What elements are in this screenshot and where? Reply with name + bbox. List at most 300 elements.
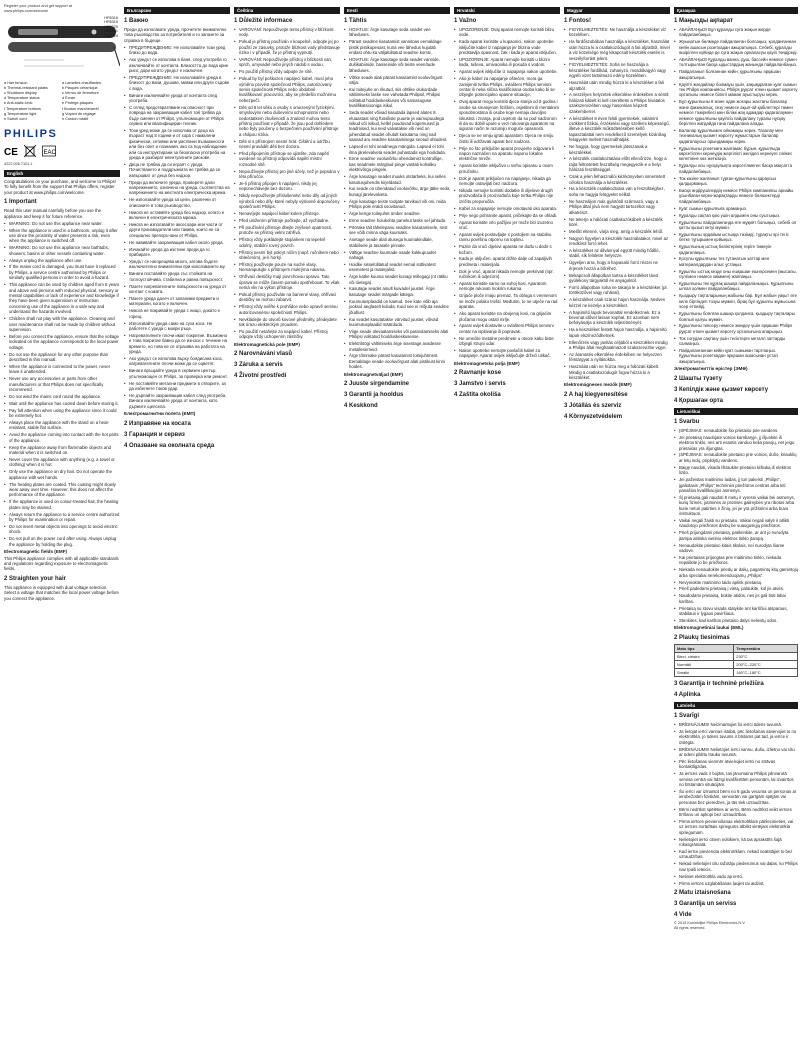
section-heading: 3 Garantii ja hooldus [344,392,404,399]
list-item: • Құрылғыны розеткаға жалғамас бұрын, құрылғыда көрсетілген кернеудің жергілікті желідегі кернеуге сәйкес келетініне көз жеткізіңіз. [674,146,798,162]
list-item: • Přístroj vždy svěřte k prohlídce nebo opravě servisu autorizovanému společností Philips. [234,304,340,315]
list-item: • FIGYELMEZTETÉS: Ne használja a készüléket víz közelében. [564,27,670,38]
list-item: • Always return the appliance to a service centre authorized by Philips for examination or repair. [4,512,120,523]
section-heading: 4 Vide [674,911,692,918]
list-item: • Жуынатын бөлмеде пайдаланған болсаңыз, қолданғаннан кейін ашасын розеткадан ажыратыңыз. Себебі, құралды өшірілген күйінде де суға жақын орналасуы қауіп төндіреді. [674,39,798,55]
list-item: • A készüléket csak száraz hajon használja. Nedves kézzel ne kezelje a készüléket. [564,297,670,308]
section-heading: 1 Svarīgi [674,712,700,719]
key-item: d Temperature status [4,96,40,101]
list-item: • Vältige seadme kuumade osade kokkupuudet nahaga. [344,250,450,261]
key-item: f Temperature buttons [4,106,41,111]
list-item: • Ако уредът се използва в баня, след употреба го изключвайте от контакта. Близостта до вода крие риск, дори когато уредът е изключен. [124,57,230,73]
list-item: • Jei prietaisą naudojate vonios kambaryje, jį išjunkite iš elektros tinklo, nes arti esantis vanduo kelia pavojų, net jeigu prietaisas yra išjungtas. [674,435,798,451]
list-item: • The heating plates are coated. This coating might slowly wear away over time. However, this does not affect the performance of the appliance. [4,482,120,498]
key-item: h Swivel cord [4,117,27,122]
list-item: • Kabel za napajanje nemojte omotavati oko aparata. [454,206,560,211]
list-item: • Přístroj používejte pouze na suché vlasy. Nemanipulujte s přístrojem mokrýma rukama. [234,262,340,273]
list-item: • UPOZORENJE: Ovaj aparat nemojte koristiti blizu vode. [454,27,560,38]
list-item: • BRĪDINĀJUMS! Nelietojiet ierīci vannu, dušu, izlietņu vai citu ar ūdeni pildītu trauku tuvumā. [674,747,798,758]
list-item: • HOIATUS: Ärge kasutage seda seadet vannide, dušikabiinide, basseinide või teiste veenõude läheduses. [344,57,450,73]
product-illustration [4,16,120,78]
list-item: • When the appliance is used in a bathroom, unplug it after use since the proximity of water presents a risk, even when the appliance is switched off. [4,228,120,244]
list-item: • Avoid the appliance coming into contact with the hot parts of the appliance. [4,432,120,443]
list-item: • A készülék csatlakoztatása előtt ellenőrizze, hogy a rajta feltüntetett feszültség megegyezik-e a helyi hálózati feszültséggel. [564,156,670,172]
list-item: • Ärge tõmmake pärast kasutamist toitejuhtmest. Eemaldage seade vooluvõrgust alati pistikust kinni hoides. [344,353,450,369]
list-item: • Қауіпті жағдайлар болмауы үшін, зақымдалған қуат сымын тек Philips компаниясы, Philips рұқсат еткен қызмет көрсету орталығы немесе білікті маман ауыстыруы керек. [674,82,798,98]
list-item: • Lapsed ei tohi seadmega mängida. Lapsed ei tohi ilma järelevalveta seadet puhastada ega hooldada. [344,144,450,155]
list-item: • Aparat uvijek postavljajte s postoljem na stabilnu ravnu površinu otpornu na toplinu. [454,232,560,243]
list-item: • Baigę naudoti, visada ištraukite prietaiso kištuką iš elektros lizdo. [674,465,798,476]
list-item: • WARNING: Do not use this appliance near water. [4,221,120,226]
list-item: • Šį prietaisą gali naudoti 8 metų ir vyresni vaikai bei asmenys, kurių fizinės, jutiminės ar protinės galimybės yra ribotos arba kurie neturi patirties ir žinių, jei jie yra prižiūrimi arba buvo instruktuoti. [674,495,798,517]
copyright: © 2013 Koninklijke Philips Electronics N.V. [674,920,746,925]
list-item: • This appliance can be used by children aged from 8 years and above and persons with reduced physical, sensory or mental capabilities or lack of experience and knowledge if they have been given supervision or instruction concerning use of the appliance in a safe way and understand the hazards involved. [4,282,120,314]
key-item: f Bouton marche/arrêt [62,106,99,111]
list-item: • Ellenőrzés vagy javítás céljából a készüléket mindig a Philips által meghatalmazott szakszervizbe vigye. [564,340,670,351]
key-item: e Protège-plaques [62,101,94,106]
list-item: • Aparat koristite samo na suhoj kosi. Aparatom nemojte rukovati mokrim rukama. [454,281,560,292]
list-item: • Před uložením přístroje počkejte, až vychladne. [234,218,340,223]
list-item: • Prieš prijungdami prietaisą, patikrinkite, ar ant jo nurodyta įtampa atitinka vietinio elektros tinklo įtampą. [674,530,798,541]
list-item: • Prieš padėdami prietaisą į vietą, palaukite, kol jis atvės. [674,586,798,591]
list-item: • Před připojením přístroje se ujistěte, zda napětí uvedené na přístroji odpovídá napětí místní rozvodné sítě. [234,151,340,167]
list-item: • Pokud je přístroj používán v koupelně, odpojte jej po použití ze zásuvky, protože blízkost vody představuje riziko i v případě, že je přístroj vypnutý. [234,39,340,55]
straightener-icon [4,16,120,78]
table-cell: Biezi, cirtaini [675,652,734,660]
list-item: • Mielőtt eltenné, várja meg, amíg a készülék lehűl. [564,229,670,234]
list-item: • Always place the appliance with the stand on a heat-resistant, stable flat surface. [4,420,120,431]
section-heading: 2 Juuste sirgendamine [344,381,410,388]
section-heading: 2 A haj kiegyenesítése [564,392,628,399]
lang-title-bg: Български [124,7,230,14]
list-item: • Bērni nedrīkst spēlēties ar ierīci. Bērni nedrīkst veikt ierīces tīrīšanu un apkopi bez uzraudzības. [674,807,798,818]
table-header-cell: Matu tips [675,644,734,652]
list-item: • Viige seade ülevaatamiseks või parandamiseks alati Philipsi volitatud hoolduskeskusesse. [344,329,450,340]
list-item: • Ako aparat koristite na obojenoj kosi, na grijaćim pločama mogu ostati mrlje. [454,311,560,322]
list-item: • Always unplug the appliance after use. [4,258,120,263]
list-item: • Keep the appliance away from flammable objects and material when it is switched on. [4,445,120,456]
list-item: • HOIATUS: Ärge kasutage seda seadet vee läheduses. [344,27,450,38]
list-item: • Nepoužívejte přístroj pro jiné účely, než je popsáno v této příručce. [234,169,340,180]
list-item: • Ha a készülék csatlakoztatva van a feszültséghez, soha ne hagyja felügyelet nélkül. [564,186,670,197]
subheading: Електромагнитни полета (ЕМП) [124,411,196,417]
subheading: Электромагниттік өрістер (ЭМӨ) [674,366,748,372]
list-item: • Je-li přístroj připojen k napájení, nikdy jej neponechávejte bez dozoru. [234,181,340,192]
list-item: • Не дърпайте захранващия кабел след употреба. Винаги изключвайте уреда от контакта, като държите щепсела. [124,393,230,409]
list-item: • Děti si s přístrojem nesmí hrát. Čištění a údržbu nesmí provádět děti bez dozoru. [234,139,340,150]
key-item: b Plaques céramique [62,85,98,90]
list-item: • Деца не трябва да си играят с уреда. Почистването и поддръжката не трябва да се извършват от деца без надзор. [124,162,230,178]
list-item: • Nekad nelietojiet citu ražotāju piederumus vai daļas, ko Philips nav īpaši ieteicis. [674,861,798,872]
lang-title-cs: Čeština [234,7,340,14]
subheading: Elektromagnetická pole (EMP) [234,341,300,347]
table-header-row [675,644,798,652]
column-1 [4,4,120,1033]
list-item: • Пайдаланып болғаннан кейін, құрылғыны әрқашан ажыратыңыз. [674,69,798,80]
list-item: • Никога не използвайте аксесоари или части от други производители или такива, които не са специално препоръчани от Philips. [124,222,230,238]
lang-title-hr: Hrvatski [454,7,560,14]
list-item: • Seda seadet võivad kasutada lapsed alates 8. eluaastast ning füüsiliste puuete ja vaimupuudega isikud või isikud, kellel puuduvad kogemused ja teadmised, kui neid valvatakse või neid on juhendatud seadet ohutult kasutama ning nad saavad aru seadme kasutamisega seotud ohtudest. [344,110,450,142]
section-heading: 2 Straighten your hair [4,575,67,582]
list-item: • Pöörake täit tähelepanu seadme kasutamisele, sest see võib minna väga kuumaks. [344,225,450,236]
list-item: • Přístroj vždy pokládejte stojánkem na tepelně odolný, stabilní rovný povrch. [234,237,340,248]
list-item: • Pēc lietošanas vienmēr atvienojiet ierīci no strāvas kontaktligzdas. [674,759,798,770]
list-item: • Құрылғыны пайдаланғанда өте мұқият болыңыз, себебі ол қатты қызып кетуі мүмкін. [674,220,798,231]
list-item: • Ток көзіне жалғанып тұрған құрылғыны қараусыз қалдырмаңыз. [674,176,798,187]
list-item: • Не използвайте уреда за цели, различни от описаните в това ръководство. [124,197,230,208]
section-heading: 4 Környezetvédelem [564,414,623,421]
lang-title-en: English [4,170,120,177]
list-item: • Children shall not play with the appliance. Cleaning and user maintenance shall not be made by children without supervision. [4,316,120,332]
section-heading: 4 Опазване на околната среда [124,442,215,449]
section-heading: 3 Гаранция и сервиз [124,431,185,438]
list-item: • Kuumutusplaadid on kaetud. See kate võib aja jooksul aeglaselt kuluda. Kuid see ei mõjuta seadme jõudlust. [344,299,450,315]
list-item: • Pay full attention when using the appliance since it could be extremely hot. [4,408,120,419]
list-item: • Изчакайте уреда да изстине преди да го прибирате. [124,247,230,258]
list-item: • Винаги изключвайте уреда от контакта след употреба. [124,93,230,104]
list-item: • Този уред може да се използва от деца на възраст над 8 години и от хора с намалени физически, сетивни или умствени възможности или без опит и познания, ако са под наблюдение или са инструктирани за безопасна употреба на уреда и разбират евентуалните рискове. [124,128,230,160]
list-item: • Vaikai negali žaisti su prietaisu. Vaikai negali valyti ir atlikti naudotojo priežiūros darbų be suaugusiųjų priežiūros. [674,518,798,529]
model-number: HP8321 [104,29,118,34]
section-heading: 1 Fontos! [564,18,591,24]
list-item: • Pirms ierīces uzglabāšanas ļaujiet tai atdzist. [674,881,798,886]
list-item: • Nevkládejte do otvorů kovové předměty, předejdete tak úrazu elektrickým proudem. [234,317,340,328]
section-heading: 3 Кепілдік және қызмет көрсету [674,386,769,393]
list-item: • Kui toitejuhe on rikutud, siis ohtlike olukordade vältimiseks laske see vahetada Philipsil, Philipsi volitatud hoolduskeskuses või samasuguse kvalifikatsiooniga isikul. [344,87,450,109]
column-5 [454,4,560,1033]
section-heading: 3 Jamstvo i servis [454,381,506,388]
list-item: • ĮSPĖJIMAS: nenaudokite šio prietaiso prie vandens. [674,428,798,433]
list-item: • Aparat koristite isključivo u svrhu opisanu u ovom priručniku. [454,163,560,174]
list-item: • UPOZORENJE: Aparat nemojte koristiti u blizini kada, tuševa, umivaonika ili posuda s vodom. [454,57,560,68]
list-item: • С оглед предотвратяване на опасност при повреда на захранващия кабел той трябва да бъде сменен от Philips, упълномощен от Philips сервиз или квалифициран техник. [124,105,230,127]
list-item: • Ne használjon más gyártótól származó, vagy a Philips által jóvá nem hagyott tartozékot vagy alkatrészt. [564,199,670,215]
list-item: • Po použití netahejte za napájecí kabel. Přístroj odpojte vždy uchopením zástrčky. [234,329,340,340]
subheading: Elektromagnetiniai laukai (EML) [674,625,744,631]
lang-title-lt: Lietuviškai [674,408,798,415]
parts-key [4,81,120,123]
section-heading: 1 Important [4,199,37,206]
list-item: • Při používání přístroje dbejte zvýšené opatrnosti, protože se přístroj velmi zahřívá. [234,225,340,236]
section-heading: 2 Matu iztaisnošana [674,889,731,896]
list-item: • When the appliance is connected to the power, never leave it unattended. [4,364,120,375]
section-heading: 2 Ravnanje kose [454,370,502,377]
temperature-table [674,644,798,677]
list-item: • Prietaisą su stovu visada statykite ant karščiui atsparaus, stabilaus ir lygaus paviršiaus. [674,606,798,617]
model-number: HP8319 [104,20,118,25]
list-item: • Пазете нагревателните повърхности на уреда от контакт с кожата. [124,284,230,295]
list-item: • Nikada nemojte koristiti dodatke ili dijelove drugih proizvođača ili proizvođača koje tvrtka Philips nije izričito preporučila. [454,188,560,204]
column-6 [564,4,670,1033]
key-item: e Anti-static ionic [4,101,33,106]
list-item: • Never cover the appliance with anything (e.g. a towel or clothing) when it is hot. [4,457,120,468]
list-item: • WARNING: Do not use this appliance near bathtubs, showers, basins or other vessels containing water. [4,245,120,256]
section-heading: 1 Маңызды ақпарат [674,18,733,24]
list-item: • Po použití přístroj vždy odpojte ze sítě. [234,69,340,74]
list-item: • Netiniet elektrotīkla vadu ap ierīci. [674,874,798,879]
list-item: • Преди да включите уреда, проверете дали напрежението, означено на уреда, съответства на напрежението на местната електрическа мрежа. [124,180,230,196]
section-heading: 2 Шашты түзету [674,375,722,382]
list-item: • Aparat uvijek dostavite u ovlašteni Philips servisni centar na ispitivanje ili popravak. [454,323,560,334]
list-item: • Қуат сымын құрылғыға орамаңыз. [674,206,798,211]
section-heading: 1 Důležité informace [234,18,293,24]
section-heading: 1 Tähtis [344,18,367,24]
list-item: • Ako je kabel za napajanje oštećen, mora ga zamijeniti tvrtka Philips, ovlašteni Philips servisni centar ili neka slična kvalificirana osoba kako bi se izbjegle potencijalno opasne situacije. [454,76,560,98]
list-item: • АБАЙЛАҢЫЗ! Құралды ванна, душ, бассейн немесе сумен толтырылған басқа ыдыстардың жанында пайдаланбаңыз. [674,57,798,68]
svg-text:CE: CE [4,147,18,159]
key-item: a Lamelles chauffantes [62,80,101,85]
list-item: • Kad ierīce pievienota elektrotīklam, nekad neatstājiet to bez uzraudzības. [674,849,798,860]
table-cell: Normāli [675,660,734,668]
column-4 [344,4,450,1033]
key-item: g Voyant de réglage [62,111,96,116]
table-cell: 200°C–220°C [734,660,798,668]
key-item: a Hair tension [4,80,28,85]
rights: All rights reserved. [674,925,706,930]
model-number: HP8316 [104,15,118,20]
list-item: • VAROVÁNÍ: Nepoužívejte tento přístroj v blízkosti vody. [234,27,340,38]
model-number: HP8320 [104,24,118,29]
paragraph: Преди да използвате уреда, прочетете внимателно това ръководство за потребителя и го запазете за справка в бъдеще. [124,27,227,43]
paragraph: This appliance is equipped with dual voltage selection. Select a voltage that matches the local power voltage before you connect the appliance. [4,584,119,601]
section-heading: 4 Қоршаған орта [674,397,723,404]
list-item: • Ne tekerje a hálózati csatlakozókábelt a készülék köré. [564,217,670,228]
list-item: • Pärast seadme kasutamist vannitoas eemaldage pistik pistikupesast, kuna vee lähedus kujutab endast ohtu ka väljalülitatud seadme korral. [344,39,450,55]
list-item: • Құрылғыны тексеру немесе жөндеу үшін әрқашан Philips рұқсат еткен қызмет көрсету орталығына апарыңыз. [674,323,798,334]
list-item: • Никога не оставяйте уреда без надзор, когато е включен в електрическата мрежа. [124,210,230,221]
list-item: • Kasutage seadet ainult kuivadel juustel. Ärge kasutage seadet märgade kätega. [344,286,450,297]
table-cell: 160°C–180°C [734,668,798,676]
subheading: Electromagnetic fields (EMF) [4,549,68,555]
list-item: • Ohřívací destičky mají povrchovou úpravu. Tato úprava se může časem pomalu opotřebovat. To však nemá vliv na výkon přístroje. [234,274,340,290]
list-item: • Құралды осы нұсқаулықта көрсетілмеген басқа мақсатта пайдаланбаңыз. [674,163,798,174]
section-heading: 2 Narovnávání vlasů [234,351,293,358]
list-item: • Ne umećite metalne predmete u otvore kako biste izbjegli strujni udar. [454,336,560,347]
section-heading: 4 Životní prostředí [234,373,287,380]
list-item: • ĮSPĖJIMAS: nenaudokite prietaiso prie vonios, dušo, kriauklių ar kitų indų, pripildytų vandens. [674,452,798,463]
list-item: • Kada je uključen, aparat držite dalje od zapaljivih predmeta i materijala. [454,256,560,267]
list-item: • Forró állapotban soha ne takarja le a készüléket (pl. törölközővel vagy ruhával). [564,285,670,296]
list-item: • Құрылғы ыстық кезде оны ешқашан ешнәрсемен (мысалы, сүлгімен немесе киіммен) жаппаңыз. [674,269,798,280]
paragraph: This Philips appliance complies with all applicable standards and regulations regarding exposure to electromagnetic fields. [4,555,119,572]
table-row [675,660,798,668]
list-item: • Құрылғыны әрдайым ыстыққа төзімді, тұрақты әрі тегіс бетке тұғырымен қойыңыз. [674,232,798,243]
table-row [675,668,798,676]
list-item: • Šo ierīci var izmantot bērni no 8 gadu vecuma un personas ar ierobežotām fiziskām, sensorām vai garīgām spējām vai personas bez pieredzes, ja tās tiek uzraudzītas. [674,789,798,805]
list-item: • Пайдаланғаннан кейін қуат сымынан тартпаңыз. Құрылғыны розеткадан әрқашан ашасынан ұстап ажыратыңыз. [674,348,798,364]
list-item: • Grijaće ploče imaju premaz. Ta obloga s vremenom se može polako trošiti. Međutim, to ne utječe na rad aparata. [454,293,560,309]
list-item: • Пазете уреда далеч от запалими предмети и материали, когато е включен. [124,296,230,307]
key-item: c Shutdown display [4,91,37,95]
list-item: • Құрылғыны боялған шашқа қолданса, қыздыру тақталары боялып қалуы мүмкін. [674,311,798,322]
section-heading: 1 Važno [454,18,477,24]
list-item: • Nenaudokite prietaiso kitais tikslais, nei nurodyta šiame vadove. [674,543,798,554]
list-item: • Nagyon figyeljen a készülék használatakor, mivel az rendkívül forró lehet. [564,236,670,247]
model-number: HP8324 [104,33,118,38]
section-heading: 4 Aplinka [674,691,701,698]
table-cell: Smalki [675,668,734,676]
key-item: g Temperature light [4,111,37,116]
eac-mark-icon [42,144,56,158]
svg-text:EAC: EAC [43,150,56,157]
table-cell: 230°C [734,652,798,660]
list-item: • Nenavíjejte napájecí kabel kolem přístroje. [234,211,340,216]
list-item: • Nevyniokite maitinimo laido aplink prietaisą. [674,580,798,585]
list-item: • A készüléket az állvánnyal együtt mindig hőálló, stabil, sík felületre helyezze. [564,248,670,259]
column-3 [234,4,340,1033]
list-item: • ПРЕДУПРЕЖДЕНИЕ: Не използвайте уреда в близост до вани, душове, мивки или други съдове с вода. [124,75,230,91]
list-item: • Ärge kerige toitejuhet ümber seadme. [344,211,450,216]
table-header-cell: Temperatūra [734,644,798,652]
list-item: • Pazite da vrući dijelovi aparata ne dođu u dodir s kožom. [454,244,560,255]
subheading: Elektromagnetska polja (EMF) [454,360,520,366]
list-item: • Ток соғудан сақтану үшін тесіктерге металл заттарды салмаңыз. [674,336,798,347]
ce-mark-icon [4,144,18,158]
list-item: • Jei pažeistas maitinimo laidas, jį turi pakeisti „Philips“, įgaliotasis „Philips“ techninės priežiūros centras arba kiti panašios kvalifikacijos asmenys. [674,477,798,493]
list-item: • Stenkitės, kad karštos prietaiso dalys neliestų odos. [674,618,798,623]
recycle-bin-icon [24,144,36,158]
list-item: • Djeca se ne smiju igrati aparatom. Djeca ne smiju čistiti ili održavati aparat bez nadzora. [454,133,560,144]
section-heading: 4 Keskkond [344,403,378,410]
section-heading: 1 Важно [124,18,149,24]
list-item: • Nikdy nepoužívejte příslušenství nebo díly od jiných výrobců nebo díly, které nebyly výslovně doporučeny společností Philips. [234,193,340,209]
list-item: • Ne hagyja, hogy gyermekek játsszanak a készülékkel. [564,144,670,155]
lang-title-hu: Magyar [564,7,670,14]
register-url[interactable]: www.philips.com/welcome [4,8,49,13]
list-item: • Võtke seade alati pärast kasutamist vooluvõrgust välja. [344,75,450,86]
list-item: • Dok je aparat priključen na napajanje, nikada ga nemojte ostavljati bez nadzora. [454,176,560,187]
list-item: • Nakon upotrebe nemojte povlačiti kabel za napajanje. Aparat uvijek isključujte držeći utikač. [454,348,560,359]
list-item: • BRĪDINĀJUMS! Neizmantojiet šo ierīci ūdens tuvumā. [674,722,798,727]
list-item: • Ja lietojat ierīci vannas istabā, pēc lietošanas atvienojiet to no elektrotīkla, jo ūdens tuvums ir bīstams pat tad, ja ierīce ir izslēgta. [674,729,798,745]
register-text: Register your product and get support at [4,4,72,8]
list-item: • Ha a készüléket festett hajon használja, a hajsimító lapok elszíneződhetnek. [564,327,670,338]
list-item: • Only use the appliance on dry hair. Do not operate the appliance with wet hands. [4,469,120,480]
list-item: • Kai prietaisas prijungtas prie maitinimo tinklo, niekada nepalikite jo be priežiūros. [674,555,798,566]
list-item: • Přístroj nesmí být pokryt ničím (např. ručníkem nebo oblečením), je-li horký. [234,250,340,261]
list-item: • Құрылғыны тек құрғақ шашқа пайдаланыңыз. Құрылғыны ылғал қолмен пайдаланбаңыз. [674,281,798,292]
key-item: d Écran [62,96,76,101]
list-item: • Винаги връщайте уреда в сервизен център, упълномощен от Philips, за проверка или ремонт. [124,368,230,379]
list-item: • Az áramütés elkerülése érdekében ne helyezzen fémtárgyat a nyílásokba. [564,352,670,363]
list-item: • Винаги поставяйте уреда със стойката на топлоустойчива, стабилна и равна повърхност. [124,271,230,282]
section-heading: 1 Svarbu [674,418,700,425]
lang-title-et: Eesti [344,7,450,14]
list-item: • Ha fürdőszobában használja a készüléket, használat után húzza ki a csatlakozódugót a fali aljzatból, mivel a víz közelsége még kikapcsolt készülék esetén is veszélyforrást jelent. [564,39,670,61]
list-item: • A hajsimító lapok bevonattal rendelkeznek. Ez a bevonat idővel lassan kophat. Ez azonban nem befolyásolja a készülék teljesítményét. [564,310,670,326]
list-item: • Kui seadet kasutatakse värvitud juustel, võivad kuumutusplaadid määrduda. [344,317,450,328]
list-item: • Dok je vruć, aparat nikada nemojte prekrivati (npr. ručnikom ili odjećom). [454,269,560,280]
list-item: • Құралды сақтап қою үшін алдымен оны суытыңыз. [674,213,798,218]
list-item: • Никога не покривайте уреда с нищо, докато е горещ. [124,308,230,319]
section-heading: 3 Jótállás és szerviz [564,403,622,410]
list-item: • VAROVÁNÍ: Nepoužívejte přístroj v blízkosti van, sprch, umyvadel nebo jiných nádob s vodou. [234,57,340,68]
list-item: • Нагревателните плочи имат покритие. Възможно е това покритие бавно да се износи с течение на времето, но това не се отразява на работата на уреда. [124,333,230,355]
section-heading: 2 Plaukų tiesinimas [674,634,730,641]
list-item: • A veszélyes helyzetek elkerülése érdekében a sérült hálózati kábelt ki kell cseréltetni a Philips hivatalos szakszervizében vagy hasonlóan képzett szakemberrel. [564,92,670,114]
lang-title-kk: Қазақша [674,7,798,14]
section-heading: 4 Zaštita okoliša [454,392,501,399]
list-item: • Never use any accessories or parts from other manufacturers or that Philips does not specifically recommend. [4,376,120,392]
list-item: • If the mains cord is damaged, you must have it replaced by Philips, a service centre authorised by Philips or similarly qualified persons in order to avoid a hazard. [4,264,120,280]
list-item: • Ärge kasutage seadet muuks otstarbeks, kui selles kasutusjuhendis kirjeldatud. [344,174,450,185]
list-item: • Enne seadme hoiukohta panekut laske sel jahtuda. [344,218,450,223]
list-item: • If the appliance is used on colour-treated hair, the heating plates may be stained. [4,499,120,510]
section-heading: 3 Garantija ir techninė priežiūra [674,680,764,687]
list-item: • A készüléket 8 éven felüli gyermekek, valamint csökkent fizikai, érzékelési vagy szellemi képességű, illetve a készülék működtetésében kellő tapasztalattal nem rendelkező személyek kizárólag felügyelet mellett használhatják. [564,116,670,143]
list-item: • Қосулы құрылғыны тез тұтанатын заттар мен материалдардан алыс ұстаңыз. [674,256,798,267]
model-list [104,16,118,39]
list-item: • FIGYELMEZTETÉS: Soha ne használja a készüléket fürdőkád, zuhanyzó, mosdókagyló vagy egyéb vizet tartalmazó edény közelében. [564,62,670,78]
list-item: • Басқа өндірушілердің немесе Philips компаниясы арнайы ұсынбаған керек-жарақтарды немесе бөлшектерді пайдаланбаңыз. [674,188,798,204]
list-item: • Aparat uvijek isključite iz napajanja nakon upotrebe. [454,69,560,74]
key-item: b Thermal-resistant plates [4,85,48,90]
list-item: • Ärge kasutage teiste tootjate tarvikuid või osi, mida Philips pole eraldi soovitanud. [344,199,450,210]
list-item: • Do not use the appliance for any other purpose than described in this manual. [4,352,120,363]
list-item: • Děti od 8 let věku a osoby s omezenými fyzickými, smyslovými nebo duševními schopnostmi nebo nedostatkem zkušeností a znalostí mohou tento přístroj používat v případě, že jsou pod dohledem nebo byly poučeny o bezpečném používání přístroje a chápou rizika. [234,105,340,137]
list-item: • Ärge katke kuuma seadet kunagi millegagi (nt rätiku või riietega). [344,274,450,285]
list-item: • Pirms ierīces pievienošanas elektrotīklam pārliecinieties, vai uz ierīces norādītais spriegums atbilst vietējam elektrotīkla spriegumam. [674,819,798,835]
subheading: Elektromágneses mezők (EMF) [564,382,632,388]
list-item: • Не навивайте захранващия кабел около уреда. [124,240,230,245]
list-item: • Kui seade on ühendatud vooluvõrku, ärge jätke seda kunagi järelevalveta. [344,186,450,197]
table-row [675,652,798,660]
list-item: • Ügyeljen arra, hogy a hajvasaló forró részei ne érjenek hozzá a bőréhez. [564,260,670,271]
column-2 [124,4,230,1033]
lang-title-lv: Latviešu [674,702,798,709]
certification-icons [4,144,120,158]
subheading: Elektromagnetväljad (EMF) [344,371,403,377]
list-item: • Do not wind the mains cord round the appliance. [4,394,120,399]
list-item: • Не поставяйте метални предмети в отворите, за да избегнете токов удар. [124,381,230,392]
list-item: • Elektrilöögi vältimiseks ärge sisestage avadesse metallesemeid. [344,341,450,352]
list-item: • Niekada nenaudokite priedų ar dalių, pagamintų kitų gamintojų arba specialiai nerekomenduojamų „Philips“. [674,567,798,578]
list-item: • Használat után ne húzza meg a hálózati kábelt. Mindig a csatlakozódugót fogva húzza ki a készüléket. [564,364,670,380]
paragraph: Read this user manual carefully before you use the appliance and keep it for future reference. [4,208,101,219]
list-item: • Csak a jelen felhasználói kézikönyvben ismertetett célokra használja a készüléket. [564,174,670,185]
list-item: • Ако уредът се използва върху боядисана коса, нагревателните плочи може да се оцветят. [124,356,230,367]
list-item: • Bekapcsolt állapotban tartsa a készüléket távol gyúlékony tárgyaktól és anyagoktól. [564,273,670,284]
list-item: • Қыздыру тақталарының жабыны бар. Бұл жабын уақыт өте келе біртіндеп тозуы мүмкін, бірақ бұл құрылғы жұмысына әсер етпейді. [674,293,798,309]
list-item: • Hoidke sisselülitatud seadet eemal süttivatest esemetest ja materjalist. [344,262,450,273]
list-item: • Ja ierīces vads ir bojāts, tas jānomaina Philips pilnvarotā servisa centrā vai līdzīgi kvalificētām personām, lai izvairītos no bīstamām situācijām. [674,771,798,787]
key-item: c Verrou de fermeture [62,91,99,95]
list-item: • Asetage seade alati alusega kuumakindlale, stabiilsele ja tasasele pinnale. [344,237,450,248]
list-item: • АБАЙЛАҢЫЗ! Бұл құралды суға жақын жерде пайдаланбаңыз. [674,27,798,38]
list-item: • Бұл құрылғыны 8 және одан жоғары жастағы балалар және физикалық, сезу немесе ақыл-ой қабілеттері төмен немесе тәжірибесі мен білімі жоқ адамдар қадағалаумен немесе құрылғыны қауіпсіз пайдалану туралы нұсқау берілген жағдайда ғана пайдалана алады. [674,99,798,126]
list-item: • Балалар құрылғымен ойнамауы керек. Тазалау мен техникалық қызмет көрсету жұмыстарын балалар қадағалаусыз орындамауы керек. [674,128,798,144]
list-item: • Aparat koristite vrlo pažljivo jer može biti izuzetno vruć. [454,220,560,231]
section-heading: 2 Изправяне на косата [124,420,191,427]
list-item: • Kada aparat koristite u kupaonici, nakon upotrebe isključite kabel iz napajanja jer blizina vode predstavlja opasnost, čak i kada je aparat isključen. [454,39,560,55]
list-item: • Do not pull on the power cord after using. Always unplug the appliance by holding the plug. [4,536,120,547]
list-item: • ПРЕДУПРЕЖДЕНИЕ: Не използвайте този уред близо до вода. [124,45,230,56]
list-item: • Nelietojiet ierīci citiem nolūkiem, kā tas aprakstīts šajā rokasgrāmatā. [674,837,798,848]
column-7 [674,4,798,1033]
intro-paragraph: Congratulations on your purchase, and welcome to Philips! To fully benefit from the support that Philips offers, register your product at www.philips.com/welcome. [4,179,117,195]
list-item: • Before you connect the appliance, ensure that the voltage indicated on the appliance corresponds to the local power voltage. [4,334,120,350]
list-item: • Құрылғының ыстық бөліктерінің теріге тимеуін қадағалаңыз. [674,244,798,255]
list-item: • Prije nego pohranite aparat, pričekajte da se ohladi. [454,213,560,218]
list-item: • Ovaj aparat mogu koristiti djeca starija od 8 godina i osobe sa smanjenim fizičkim, osjetilnim ili mentalnim sposobnostima ili osobe koje nemaju dovoljno iskustva i znanja, pod uvjetom da su pod nadzorom ili da su dobili upute u vezi rukovanja aparatom na siguran način te razumiju moguće opasnosti. [454,99,560,131]
list-item: • Használat után mindig húzza ki a készüléket a fali aljzatból. [564,80,670,91]
book-code: 4222.006.7101.1 [4,162,33,167]
list-item: • Enne seadme vooluvõrku ühendamist kontrollige, kas seadmele märgitud pinge vastab kohaliku elektrivõrgu pingele. [344,156,450,172]
list-item: • Pokud přístroj používáte na barvené vlasy, ohřívací destičky se mohou zabarvit. [234,292,340,303]
list-item: • Използвайте уреда само на суха коса. Не работете с уреда с мокри ръце. [124,321,230,332]
philips-logo: PHILIPS [4,128,58,141]
list-item: • Pokud by byl poškozen napájecí kabel, musí jeho výměnu provést společnost Philips, autorizovaný servis společnosti Philips nebo obdobně kvalifikovaní pracovníci, aby se předešlo možnému nebezpečí. [234,76,340,103]
